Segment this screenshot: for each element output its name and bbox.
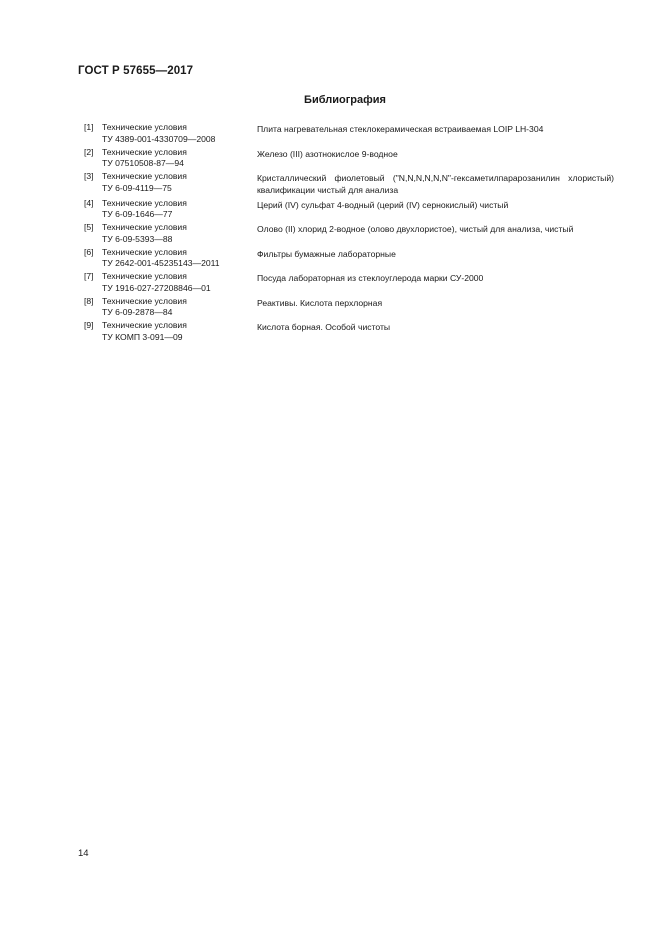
entry-number: [4]	[84, 197, 94, 208]
entry-description: Посуда лабораторная из стеклоуглерода марки СУ-2000	[257, 273, 484, 283]
entry-code: ТУ 2642-001-45235143—2011	[102, 258, 220, 268]
entry-number: [6]	[84, 246, 94, 257]
entry-reference	[102, 320, 257, 343]
entry-number: [9]	[84, 320, 94, 330]
entry-number: [7]	[84, 271, 94, 281]
bibliography-entry	[84, 122, 614, 145]
entry-reference	[102, 271, 257, 294]
entry-reference	[102, 198, 257, 221]
entry-description: Плита нагревательная стеклокерамическая встраиваемая LOIP LH-304	[257, 124, 544, 134]
entry-number: [3]	[84, 171, 94, 181]
entry-type: Технические условия	[102, 320, 187, 330]
entry-number: [8]	[84, 295, 94, 306]
entry-reference	[102, 122, 257, 145]
entry-description: Церий (IV) сульфат 4-водный (церий (IV) сернокислый) чистый	[257, 199, 509, 210]
entry-type: Технические условия	[102, 246, 187, 257]
entry-type: Технические условия	[102, 197, 187, 208]
entry-type: Технические условия	[102, 171, 187, 181]
bibliography-entry	[84, 147, 614, 170]
bibliography-entry	[84, 320, 614, 343]
bibliography-entry	[84, 271, 614, 294]
entry-code: ТУ 1916-027-27208846—01	[102, 282, 211, 293]
entry-type: Технические условия	[102, 271, 187, 281]
entry-code: ТУ 07510508-87—94	[102, 158, 184, 168]
page-number: 14	[78, 848, 89, 859]
bibliography-title: Библиография	[304, 94, 386, 106]
bibliography-entry	[84, 198, 614, 221]
entry-code: ТУ 6-09-5393—88	[102, 233, 173, 244]
bibliography-list	[84, 122, 614, 345]
entry-type: Технические условия	[102, 146, 187, 157]
entry-reference	[102, 222, 257, 245]
entry-reference	[102, 171, 257, 194]
entry-code: ТУ 4389-001-4330709—2008	[102, 133, 216, 144]
entry-reference	[102, 147, 257, 170]
document-header: ГОСТ Р 57655—2017	[78, 65, 194, 77]
entry-type: Технические условия	[102, 295, 187, 306]
entry-code: ТУ 6-09-4119—75	[102, 182, 172, 193]
entry-description: Фильтры бумажные лабораторные	[257, 248, 396, 259]
entry-code: ТУ 6-09-2878—84	[102, 307, 173, 317]
entry-type: Технические условия	[102, 222, 187, 232]
entry-description: Реактивы. Кислота перхлорная	[257, 297, 383, 308]
entry-description: Кристаллический фиолетовый ("N,N,N,N,N,N"-гексаметилпарарозанилин хлористый) квалификации чистый для анализа	[257, 173, 614, 195]
bibliography-entry	[84, 171, 614, 196]
entry-type: Технические условия	[102, 122, 187, 132]
entry-code: ТУ КОМП 3-091—09	[102, 331, 183, 342]
bibliography-entry	[84, 247, 614, 270]
entry-number: [5]	[84, 222, 94, 232]
entry-description: Железо (III) азотнокислое 9-водное	[257, 148, 398, 159]
entry-code: ТУ 6-09-1646—77	[102, 209, 173, 219]
bibliography-entry	[84, 296, 614, 319]
entry-number: [1]	[84, 122, 94, 132]
entry-number: [2]	[84, 146, 94, 157]
entry-description: Олово (II) хлорид 2-водное (олово двухлористое), чистый для анализа, чистый	[257, 224, 574, 234]
entry-description: Кислота борная. Особой чистоты	[257, 322, 391, 332]
bibliography-entry	[84, 222, 614, 245]
entry-reference	[102, 247, 257, 270]
entry-reference	[102, 296, 257, 319]
